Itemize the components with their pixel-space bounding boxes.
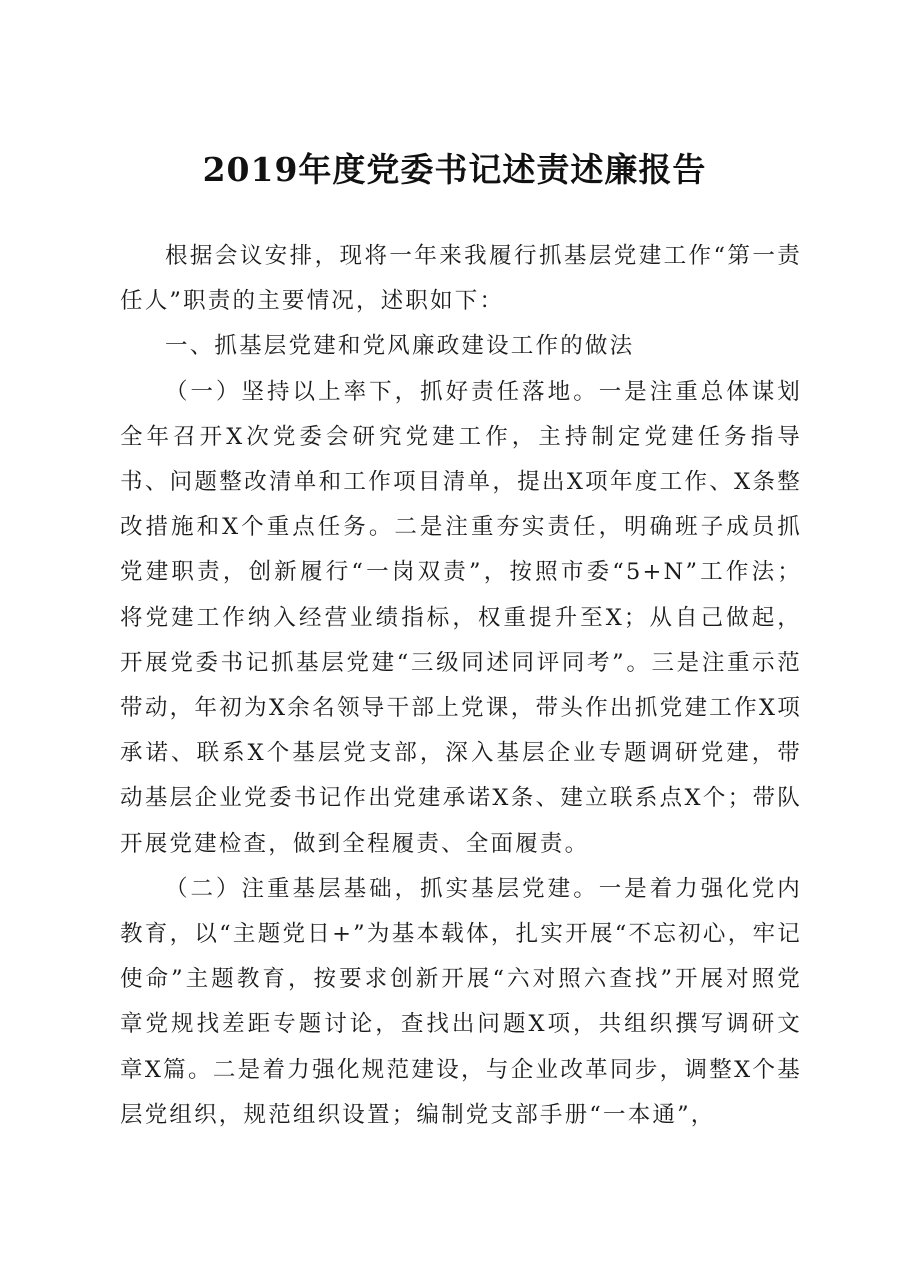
paragraph-intro: 根据会议安排，现将一年来我履行抓基层党建工作“第一责任人”职责的主要情况，述职如下： [120,243,802,315]
document-body [120,234,802,1138]
paragraph-section-1-2: （二）注重基层基础，抓实基层党建。一是着力强化党内教育，以“主题党日+”为基本载体，扎实开展“不忘初心，牢记使命”主题教育，按要求创新开展“六对照六查找”开展对照党章党规找差距专题讨论，查找出问题X项，共组织撰写调研文章X篇。二是着力强化规范建设，与企业改革同步，调整X个基层党组织，规范组织设置；编制党支部手册“一本通”， [120,875,802,1128]
section-heading-1: 一、抓基层党建和党风廉政建设工作的做法 [165,333,635,360]
document-title: 2019年度党委书记述责述廉报告 [202,150,707,189]
paragraph-section-1-1: （一）坚持以上率下，抓好责任落地。一是注重总体谋划全年召开X次党委会研究党建工作，主持制定党建任务指导书、问题整改清单和工作项目清单，提出X项年度工作、X条整改措施和X个重点任务。二是注重夯实责任，明确班子成员抓党建职责，创新履行“一岗双责”，按照市委“5+N”工作法；将党建工作纳入经营业绩指标，权重提升至X；从自己做起，开展党委书记抓基层党建“三级同述同评同考”。三是注重示范带动，年初为X余名领导干部上党课，带头作出抓党建工作X项承诺、联系X个基层党支部，深入基层企业专题调研党建，带动基层企业党委书记作出党建承诺X条、建立联系点X个；带队开展党建检查，做到全程履责、全面履责。 [120,378,802,857]
